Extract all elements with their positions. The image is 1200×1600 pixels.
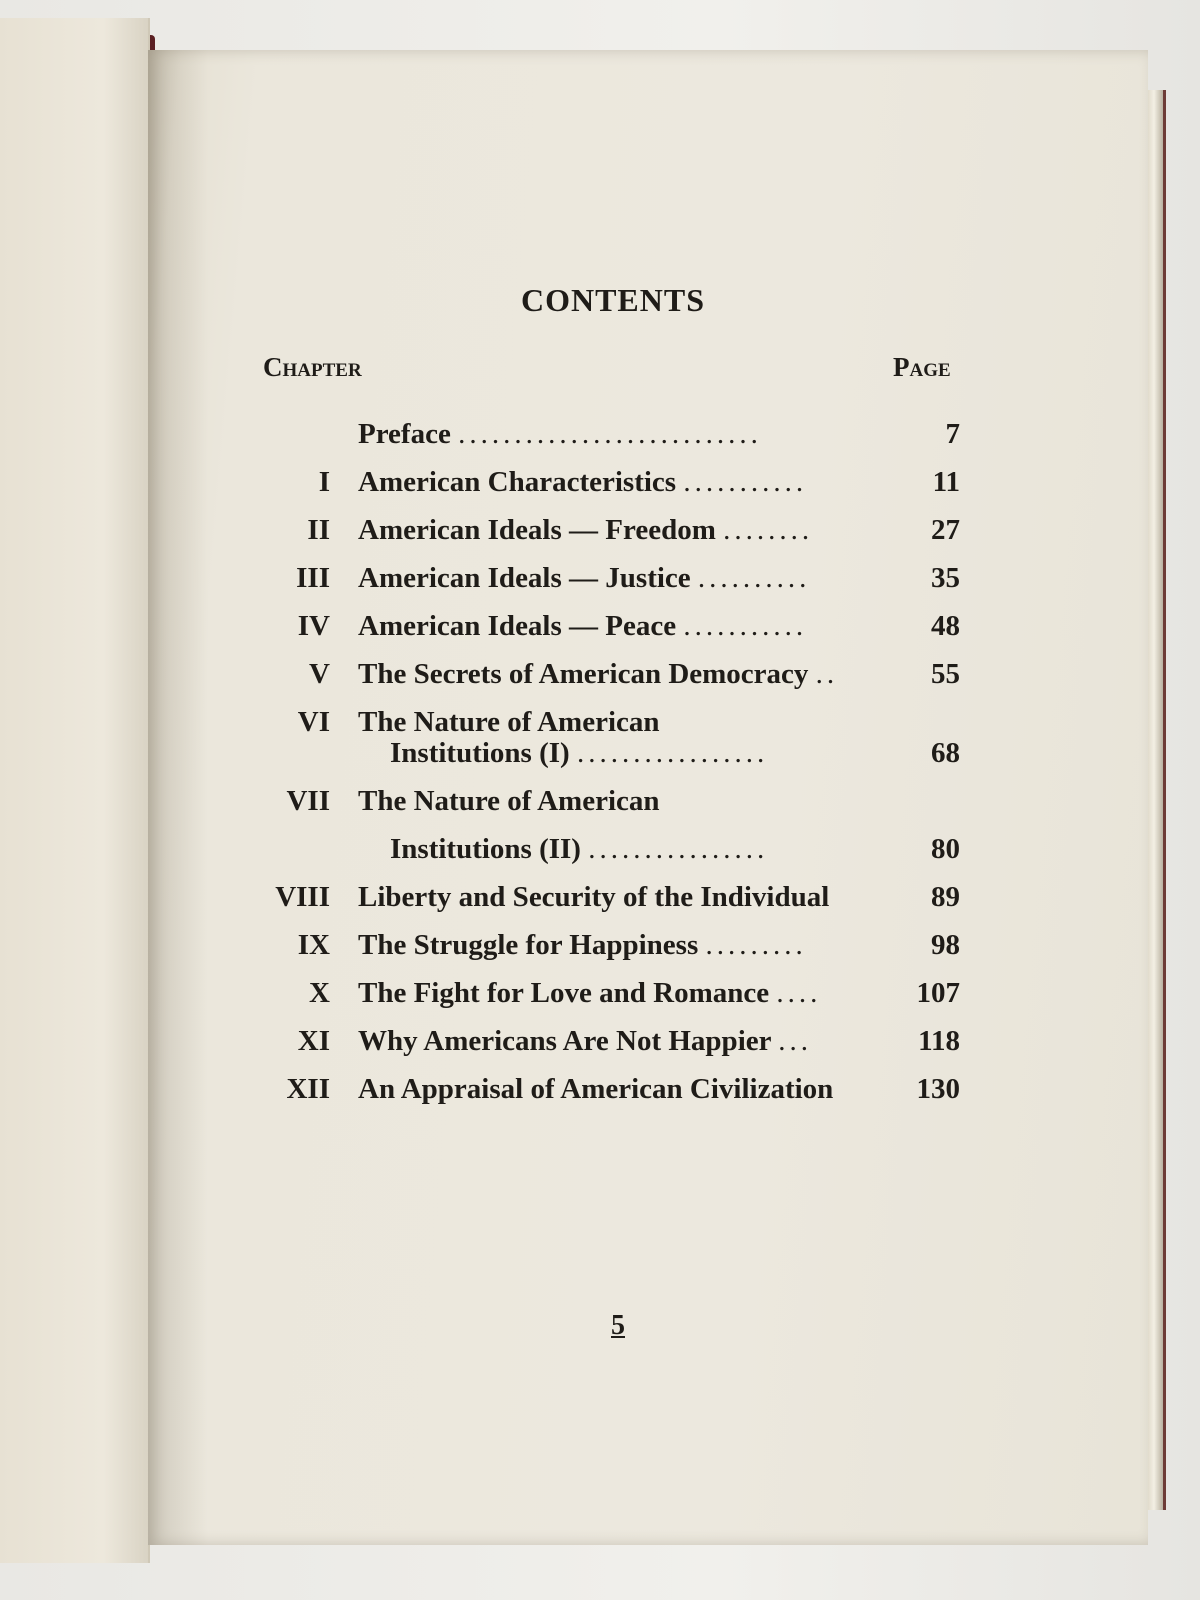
chapter-title <box>358 873 829 921</box>
chapter-title <box>358 969 821 1017</box>
page-gutter-shadow <box>148 50 208 1545</box>
toc-entry-preface <box>148 410 1148 458</box>
chapter-title: The Nature of American <box>358 706 660 738</box>
leader-dots: .... <box>776 977 822 1009</box>
chapter-title <box>358 1065 833 1113</box>
leader-dots: ... <box>778 1025 812 1057</box>
page-number: 89 <box>931 881 960 913</box>
toc-entry-12 <box>148 1065 1148 1113</box>
chapter-number: III <box>296 562 330 594</box>
page-number: 130 <box>916 1073 960 1105</box>
chapter-title <box>358 506 813 554</box>
contents-list <box>148 410 1148 1113</box>
chapter-number: IV <box>297 610 330 642</box>
leader-dots: ................ <box>588 833 769 865</box>
page-number: 107 <box>916 977 960 1009</box>
leader-dots: .. <box>815 658 839 690</box>
left-page <box>0 18 150 1563</box>
chapter-title-text: Institutions (I) <box>390 737 570 769</box>
chapter-title-text: The Secrets of American Democracy <box>358 658 809 690</box>
leader-dots: ........ <box>723 514 814 546</box>
chapter-title-text: Liberty and Security of the Individual <box>358 881 830 913</box>
page-number: 55 <box>931 658 960 690</box>
chapter-title-text: Why Americans Are Not Happier <box>358 1025 771 1057</box>
right-page-edges <box>1145 90 1166 1510</box>
chapter-title <box>358 410 762 458</box>
chapter-title-text: Institutions (II) <box>390 833 581 865</box>
chapter-title-text: An Appraisal of American Civilization <box>358 1073 834 1105</box>
toc-entry-6 <box>148 698 1148 777</box>
chapter-number: X <box>309 977 330 1009</box>
toc-entry-7 <box>148 777 1148 873</box>
contents-page <box>148 50 1148 1545</box>
chapter-title: The Nature of American <box>358 785 660 817</box>
leader-dots: ......... <box>705 929 807 961</box>
chapter-title-text: Preface <box>358 418 451 450</box>
page-number: 80 <box>931 833 960 865</box>
chapter-title <box>358 554 810 602</box>
leader-dots: ................. <box>576 737 769 769</box>
chapter-title-text: American Characteristics <box>358 466 677 498</box>
page-folio-number: 5 <box>611 1310 625 1341</box>
toc-entry-1 <box>148 458 1148 506</box>
toc-entry-8 <box>148 873 1148 921</box>
chapter-title <box>358 921 807 969</box>
chapter-title-text: American Ideals — Freedom <box>358 514 716 546</box>
chapter-number: II <box>307 514 330 546</box>
chapter-title-continued <box>390 825 768 873</box>
page-number: 35 <box>931 562 960 594</box>
chapter-title-text: American Ideals — Peace <box>358 610 677 642</box>
toc-entry-3 <box>148 554 1148 602</box>
chapter-number: I <box>318 466 330 498</box>
chapter-number: VI <box>297 706 330 738</box>
chapter-title <box>358 602 807 650</box>
chapter-title <box>358 1017 812 1065</box>
toc-entry-11 <box>148 1017 1148 1065</box>
page-number: 98 <box>931 929 960 961</box>
leader-dots: .......... <box>697 562 811 594</box>
chapter-number: VIII <box>275 881 330 913</box>
page-number: 118 <box>918 1025 960 1057</box>
toc-entry-5 <box>148 650 1148 698</box>
chapter-title <box>358 650 838 698</box>
page-number: 48 <box>931 610 960 642</box>
chapter-number: IX <box>297 929 330 961</box>
toc-entry-4 <box>148 602 1148 650</box>
page-content <box>148 50 1148 1545</box>
toc-entry-10 <box>148 969 1148 1017</box>
leader-dots: ........................... <box>458 418 762 450</box>
page-column-heading: Page <box>893 352 951 382</box>
leader-dots: ........... <box>683 466 808 498</box>
chapter-title-text: The Fight for Love and Romance <box>358 977 770 1009</box>
chapter-number: XII <box>286 1073 330 1105</box>
contents-title: CONTENTS <box>520 282 706 318</box>
chapter-title-text: American Ideals — Justice <box>358 562 691 594</box>
chapter-column-heading: Chapter <box>263 352 362 382</box>
chapter-title-continued <box>390 729 768 777</box>
chapter-number: XI <box>297 1025 330 1057</box>
page-number: 68 <box>931 737 960 769</box>
toc-entry-9 <box>148 921 1148 969</box>
page-number: 27 <box>931 514 960 546</box>
chapter-title-text: The Struggle for Happiness <box>358 929 699 961</box>
chapter-number: VII <box>286 785 330 817</box>
leader-dots: ........... <box>683 610 808 642</box>
chapter-title <box>358 458 807 506</box>
chapter-number: V <box>309 658 330 690</box>
toc-entry-2 <box>148 506 1148 554</box>
page-number: 11 <box>932 466 960 498</box>
page-number: 7 <box>945 418 960 450</box>
